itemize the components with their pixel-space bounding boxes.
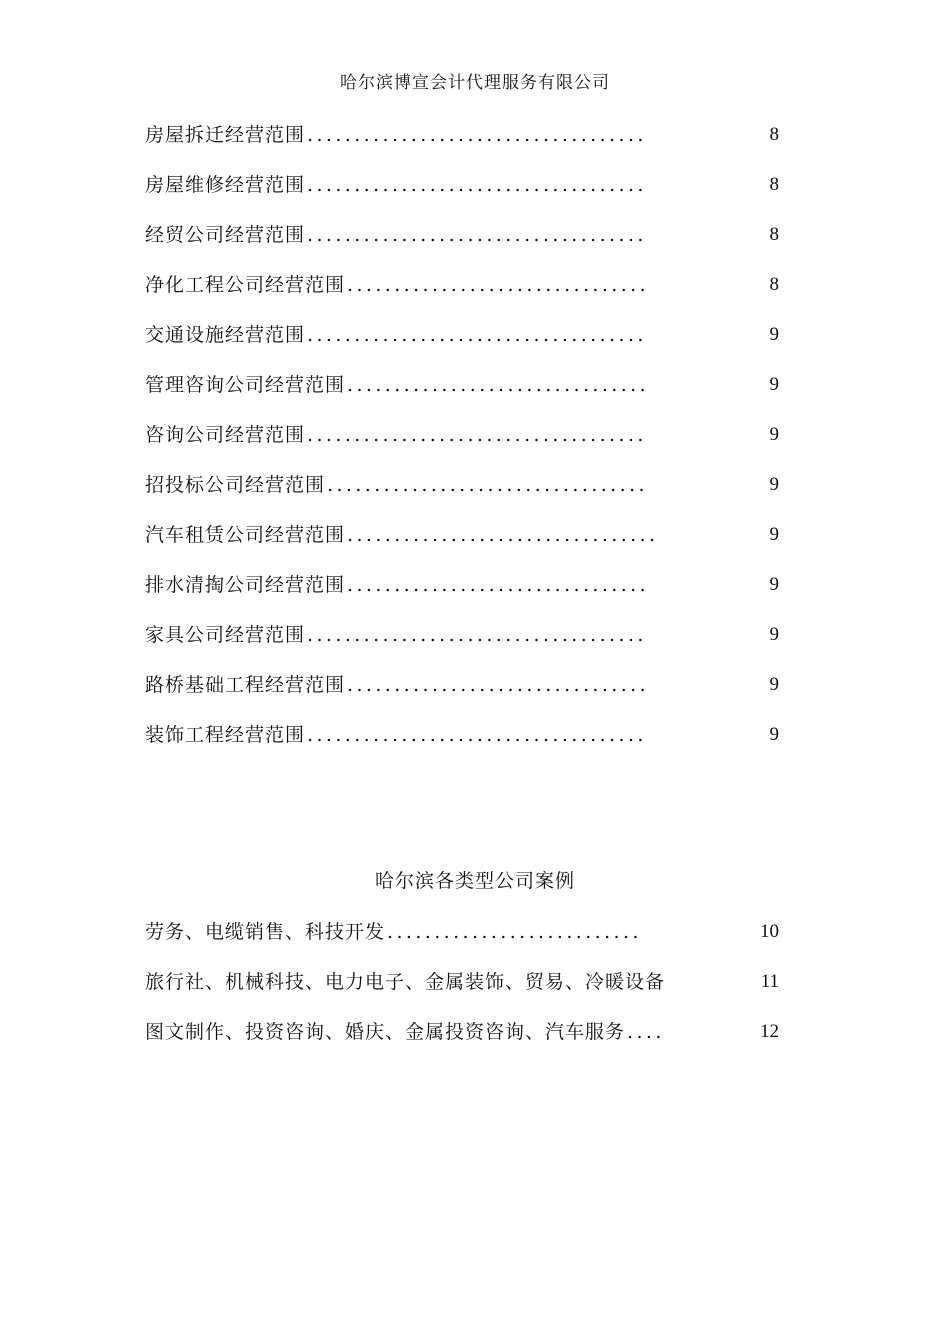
toc-entry-leader-dots: ........................... [387,921,642,943]
toc-entry[interactable] [145,468,785,518]
toc-entry[interactable] [145,418,785,468]
toc-entry-leader-dots: .... [627,1021,665,1043]
toc-entry-page-number: 9 [769,724,779,745]
toc-entry-page-number: 8 [769,274,779,295]
toc-entry-title: 汽车租赁公司经营范围 [145,524,346,546]
toc-entry-page-number: 9 [769,524,779,545]
toc-entry[interactable] [145,318,785,368]
toc-entry-page-number: 9 [769,574,779,595]
toc-entry-leader-dots: .................................... [307,174,647,196]
toc-entry-leader-dots: .................................... [307,324,647,346]
toc-entry-page-number: 11 [760,971,779,992]
toc-entry-page-number: 9 [769,424,779,445]
toc-entry-title: 图文制作、投资咨询、婚庆、金属投资咨询、汽车服务 [145,1021,626,1043]
toc-entry-page-number: 8 [769,224,779,245]
toc-entry[interactable] [145,915,785,965]
toc-entry-leader-dots: ................................ [347,274,650,296]
toc-entry-title: 旅行社、机械科技、电力电子、金属装饰、贸易、冷暖设备 [145,971,666,993]
toc-entry-leader-dots: .................................... [307,724,647,746]
toc-entry[interactable] [145,965,785,1015]
toc-entry-page-number: 9 [769,374,779,395]
toc-entry-title: 经贸公司经营范围 [145,224,306,246]
toc-entry-page-number: 10 [760,921,779,942]
toc-entry-leader-dots: .................................... [307,624,647,646]
toc-entry-title: 家具公司经营范围 [145,624,306,646]
toc-entry[interactable] [145,668,785,718]
toc-entry-title: 装饰工程经营范围 [145,724,306,746]
table-of-contents-scope [145,118,785,768]
toc-entry-leader-dots: .................................. [327,474,648,496]
table-of-contents-cases [145,915,785,1065]
toc-entry[interactable] [145,218,785,268]
toc-entry-leader-dots: ................................ [347,374,650,396]
toc-entry-title: 净化工程公司经营范围 [145,274,346,296]
toc-entry[interactable] [145,118,785,168]
toc-entry-title: 交通设施经营范围 [145,324,306,346]
toc-entry-page-number: 9 [769,624,779,645]
toc-entry[interactable] [145,718,785,768]
toc-entry-title: 房屋维修经营范围 [145,174,306,196]
toc-entry-page-number: 8 [769,174,779,195]
toc-entry-leader-dots: ................................ [347,674,650,696]
toc-entry-page-number: 9 [769,474,779,495]
toc-entry-title: 路桥基础工程经营范围 [145,674,346,696]
toc-entry[interactable] [145,268,785,318]
toc-entry-leader-dots: .................................... [307,224,647,246]
toc-entry-leader-dots: .................................... [307,424,647,446]
toc-entry-leader-dots: ................................ [347,574,650,596]
toc-entry-title: 劳务、电缆销售、科技开发 [145,921,386,943]
toc-entry[interactable] [145,518,785,568]
toc-entry[interactable] [145,618,785,668]
toc-entry[interactable] [145,568,785,618]
toc-entry-title: 招投标公司经营范围 [145,474,326,496]
toc-entry-page-number: 9 [769,674,779,695]
page-header: 哈尔滨博宣会计代理服务有限公司 [340,73,610,93]
toc-entry[interactable] [145,368,785,418]
toc-entry-leader-dots: .................................... [307,124,647,146]
toc-entry-title: 排水清掏公司经营范围 [145,574,346,596]
toc-entry[interactable] [145,1015,785,1065]
toc-entry-leader-dots: ................................. [347,524,659,546]
toc-entry-title: 咨询公司经营范围 [145,424,306,446]
toc-entry-title: 管理咨询公司经营范围 [145,374,346,396]
toc-entry[interactable] [145,168,785,218]
toc-entry-page-number: 8 [769,124,779,145]
section-title: 哈尔滨各类型公司案例 [374,870,575,892]
toc-entry-title: 房屋拆迁经营范围 [145,124,306,146]
toc-entry-page-number: 9 [769,324,779,345]
toc-entry-page-number: 12 [760,1021,779,1042]
